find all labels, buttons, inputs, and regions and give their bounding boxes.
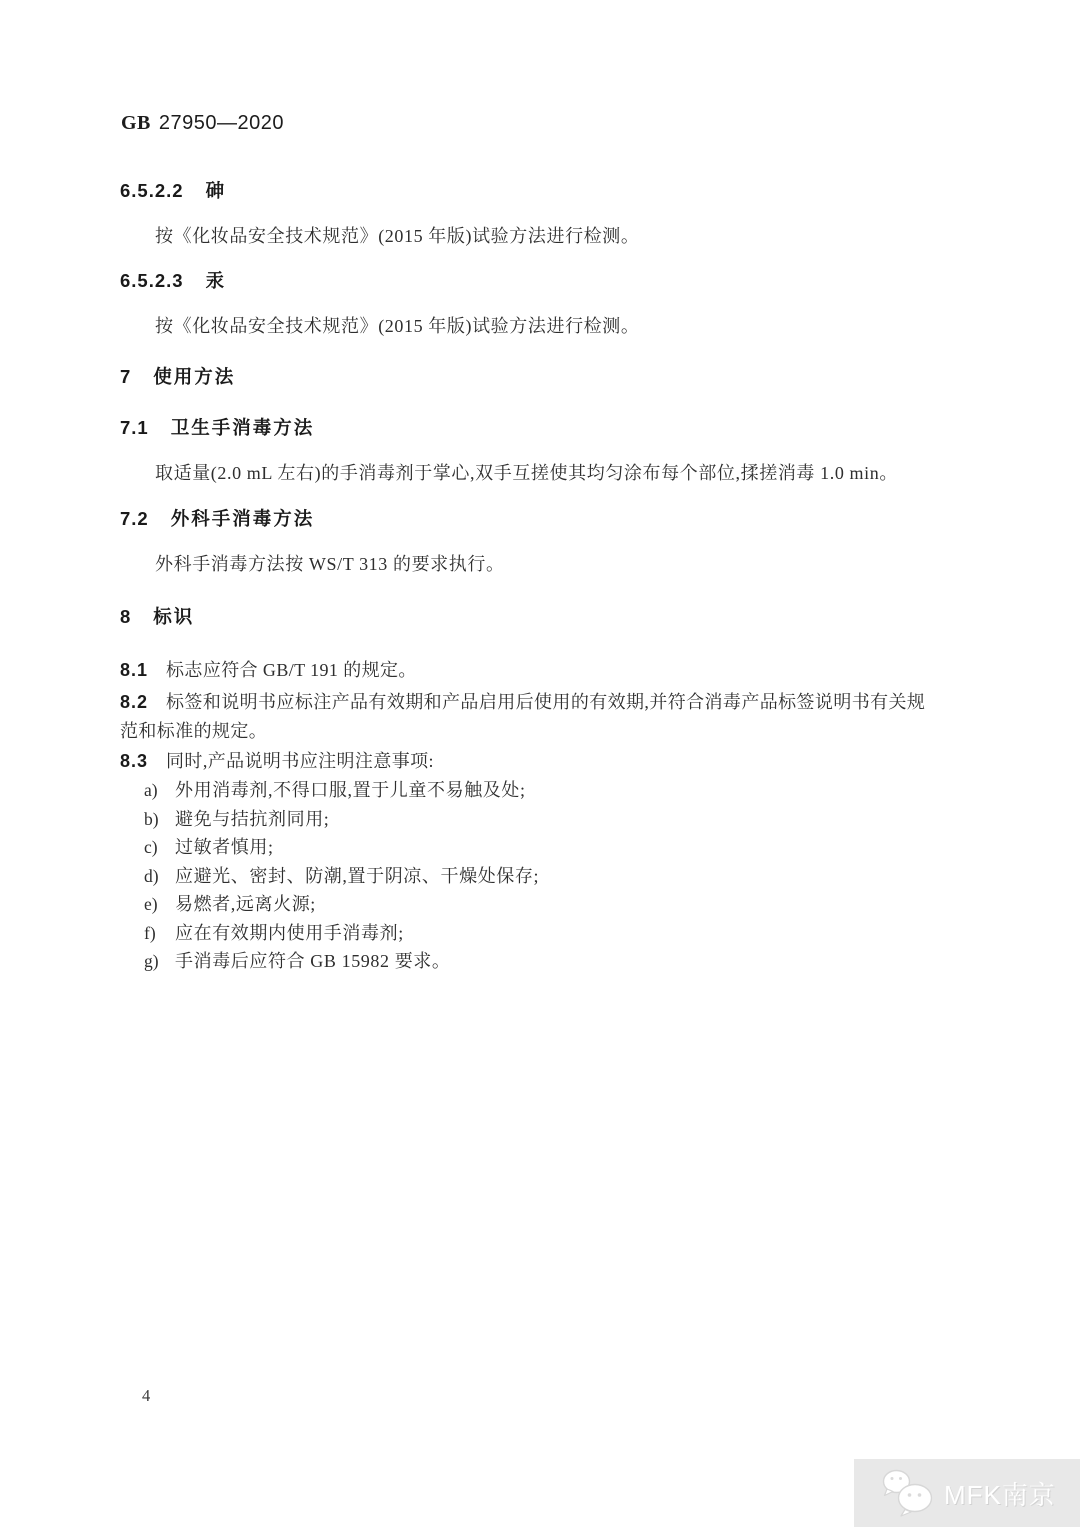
clause-number: 8.3 [120, 751, 149, 771]
heading-number: 7.2 [120, 508, 149, 529]
list-item [144, 833, 539, 862]
list-item-letter: c) [144, 837, 158, 857]
clause-text: 标志应符合 GB/T 191 的规定。 [166, 660, 417, 680]
paragraph: 按《化妆品安全技术规范》(2015 年版)试验方法进行检测。 [155, 226, 640, 246]
list-item-text: 应避光、密封、防潮,置于阴凉、干燥处保存; [175, 865, 540, 886]
clause-text: 同时,产品说明书应注明注意事项: [166, 751, 434, 771]
heading-title: 使用方法 [153, 366, 236, 387]
paragraph: 外科手消毒方法按 WS/T 313 的要求执行。 [155, 554, 505, 574]
list-item-letter: d) [144, 865, 159, 886]
list-item [144, 947, 539, 976]
heading-title: 汞 [205, 270, 227, 291]
heading-7-2 [120, 505, 314, 531]
clause-8-3 [120, 747, 434, 773]
list-item [144, 890, 539, 919]
watermark-text: MFK南京 [944, 1479, 1056, 1510]
paragraph: 按《化妆品安全技术规范》(2015 年版)试验方法进行检测。 [155, 316, 640, 336]
list-item-text: 手消毒后应符合 GB 15982 要求。 [175, 951, 451, 971]
list-item-text: 过敏者慎用; [175, 837, 274, 857]
clause-number: 8.2 [120, 692, 149, 712]
heading-number: 6.5.2.2 [120, 180, 184, 201]
heading-6-5-2-2 [120, 177, 226, 203]
list-item [144, 805, 539, 834]
heading-6-5-2-3 [120, 267, 226, 293]
list-item-letter: b) [144, 808, 159, 829]
list-item-text: 避免与拮抗剂同用; [175, 808, 330, 829]
heading-title: 标识 [153, 606, 195, 627]
heading-8 [120, 603, 194, 629]
list-item-letter: a) [144, 780, 158, 800]
heading-number: 7.1 [120, 417, 149, 438]
clause-8-2-continued: 范和标准的规定。 [120, 721, 268, 741]
wechat-icon [880, 1468, 938, 1518]
heading-7 [120, 363, 235, 389]
heading-title: 外科手消毒方法 [170, 508, 315, 529]
list-item-text: 易燃者,远离火源; [175, 894, 316, 914]
heading-number: 8 [120, 606, 132, 627]
list-item [144, 776, 539, 805]
standard-code-prefix: GB [121, 112, 151, 134]
list-item [144, 919, 539, 948]
watermark-bar [854, 1459, 1080, 1527]
clause-8-1 [120, 656, 417, 682]
list-item-letter: e) [144, 894, 158, 914]
clause-number: 8.1 [120, 660, 149, 680]
clause-text: 标签和说明书应标注产品有效期和产品启用后使用的有效期,并符合消毒产品标签说明书有关规 [166, 692, 926, 712]
heading-number: 6.5.2.3 [120, 270, 184, 291]
list-item [144, 862, 539, 891]
clause-8-2 [120, 688, 925, 714]
notes-list [144, 776, 539, 976]
list-item-text: 应在有效期内使用手消毒剂; [175, 922, 404, 943]
page-number: 4 [142, 1386, 151, 1405]
heading-title: 卫生手消毒方法 [170, 417, 315, 438]
heading-7-1 [120, 414, 314, 440]
list-item-letter: g) [144, 951, 159, 971]
paragraph: 取适量(2.0 mL 左右)的手消毒剂于掌心,双手互搓使其均匀涂布每个部位,揉搓消毒 1.0 min。 [155, 463, 898, 483]
standard-code-number: 27950—2020 [158, 112, 285, 134]
heading-title: 砷 [205, 180, 227, 201]
list-item-text: 外用消毒剂,不得口服,置于儿童不易触及处; [175, 780, 526, 800]
standard-code-header [121, 112, 284, 135]
list-item-letter: f) [144, 922, 156, 943]
heading-number: 7 [120, 366, 132, 387]
